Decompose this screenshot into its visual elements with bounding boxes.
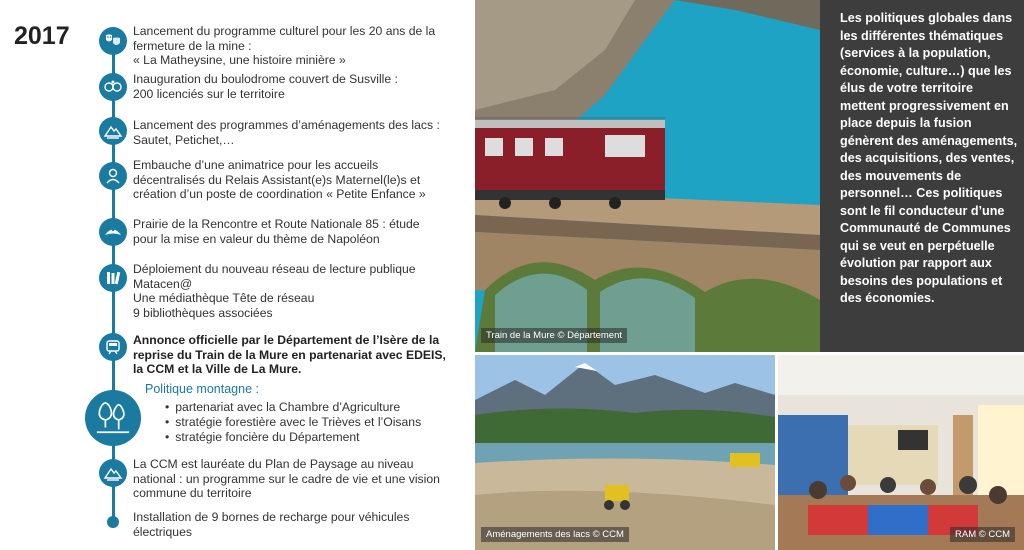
timeline-entry-lecture: Déploiement du nouveau réseau de lecture publique Matacen@ Une médiathèque Tête de réseau 9 bibliothèques associées: [133, 262, 416, 320]
train-photo: [475, 0, 820, 352]
info-panel: [820, 0, 1024, 352]
politique-montagne-list: [165, 400, 421, 445]
list-item: • stratégie forestière avec le Trièves et l’Oisans: [165, 415, 421, 430]
politique-montagne-title: Politique montagne :: [145, 382, 259, 396]
timeline-entry-plan-paysage: La CCM est lauréate du Plan de Paysage au niveau national : un programme sur le cadre de vie et une vision commune du territoire: [133, 457, 440, 500]
books-icon: [99, 264, 127, 292]
list-item: • partenariat avec la Chambre d’Agriculture: [165, 400, 421, 415]
timeline-entry-culture: Lancement du programme culturel pour les 20 ans de la fermeture de la mine : « La Matheysine, une histoire minière »: [133, 24, 436, 67]
train-photo-caption: Train de la Mure © Département: [481, 328, 627, 343]
hand-landscape-icon: [99, 117, 127, 145]
timeline-entry-napoleon: Prairie de la Rencontre et Route Nationale 85 : étude pour la mise en valeur du thème de Napoléon: [133, 217, 420, 246]
timeline-entry-lacs: Lancement des programmes d’aménagements des lacs : Sautet, Petichet,…: [133, 118, 440, 147]
hand-landscape-icon: [99, 459, 127, 487]
forest-icon: [85, 390, 141, 446]
ram-photo: [778, 355, 1024, 550]
ram-photo-caption: RAM © CCM: [950, 527, 1015, 542]
info-panel-text: Les politiques globales dans les différentes thématiques (services à la population, économie, culture…) que les élus de votre territoire mettent progressivement en place depuis la fusion génèrent des aménagements, des acquisitions, des ventes, des mouvements de personnel… Ces politiques sont le fil conducteur d’une Communauté de Communes qui se veut en perpétuelle évolution par rapport aux besoins des populations et des économies.: [840, 11, 1018, 305]
petanque-balls-icon: [99, 73, 127, 101]
lakes-photo: [475, 355, 775, 550]
timeline-entry-train: Annonce officielle par le Département de l’Isère de la reprise du Train de la Mure en partenariat avec EDEIS, la CCM et la Ville de La Mure.: [133, 333, 446, 376]
timeline-entry-petite-enfance: Embauche d’une animatrice pour les accueils décentralisés du Relais Assistant(e)s Maternel(le)s et création d’un poste de coordination « Petite Enfance »: [133, 158, 426, 201]
child-care-icon: [99, 162, 127, 190]
list-item: • stratégie foncière du Département: [165, 430, 421, 445]
train-icon: [99, 333, 127, 361]
timeline-entry-boulodrome: Inauguration du boulodrome couvert de Susville : 200 licenciés sur le territoire: [133, 72, 398, 101]
year-heading: 2017: [14, 22, 70, 50]
lakes-photo-caption: Aménagements des lacs © CCM: [481, 527, 629, 542]
timeline-entry-bornes: Installation de 9 bornes de recharge pour véhicules électriques: [133, 510, 410, 539]
timeline-end-dot: [107, 516, 119, 528]
theatre-masks-icon: [99, 27, 127, 55]
napoleon-hat-icon: [99, 218, 127, 246]
